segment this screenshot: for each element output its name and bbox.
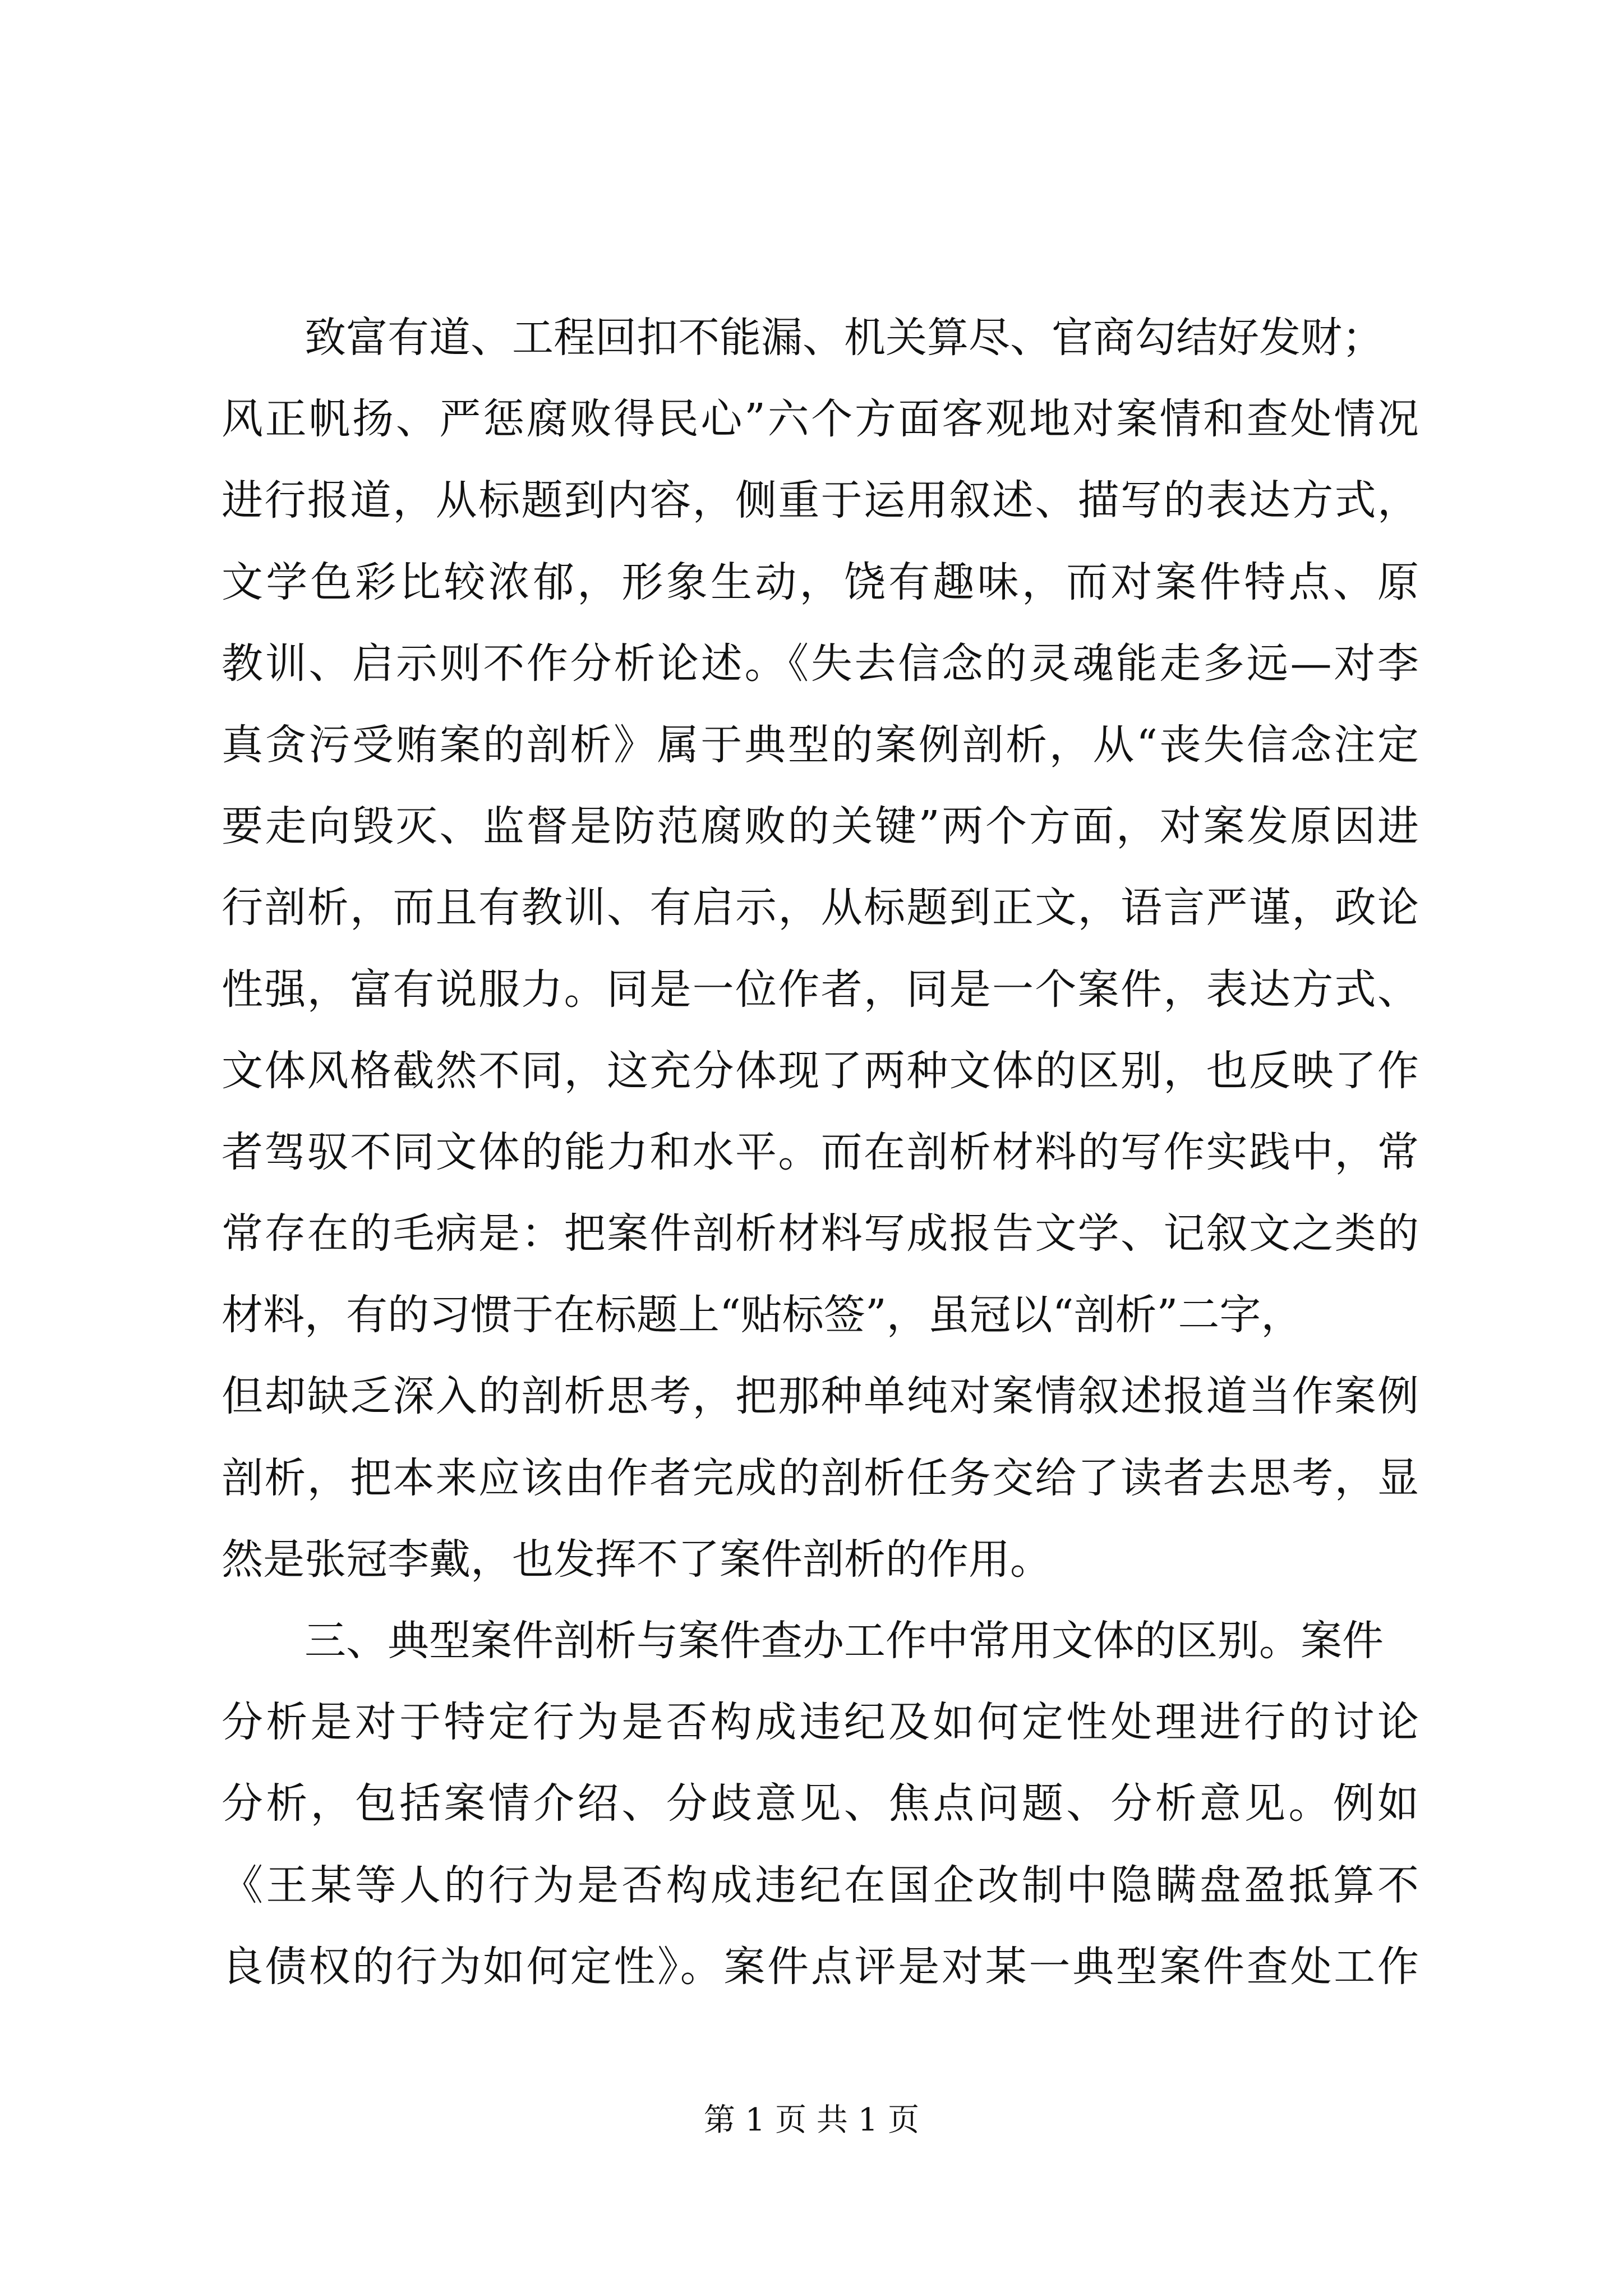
text-line: 良债权的行为如何定性》。案件点评是对某一典型案件查处工作 (222, 1942, 1419, 1991)
text-line: 三、典型案件剖析与案件查办工作中常用文体的区别。案件 (305, 1617, 1384, 1665)
text-line: 但却缺乏深入的剖析思考，把那种单纯对案情叙述报道当作案例 (222, 1372, 1419, 1421)
text-line: 《王某等人的行为是否构成违纪在国企改制中隐瞒盘盈抵算不 (222, 1861, 1419, 1910)
text-line: 真贪污受贿案的剖析》属于典型的案例剖析，从“丧失信念注定 (222, 720, 1419, 769)
text-line: 文学色彩比较浓郁，形象生动，饶有趣味，而对案件特点、原 (222, 558, 1419, 606)
text-line: 常存在的毛病是：把案件剖析材料写成报告文学、记叙文之类的 (222, 1209, 1419, 1258)
page-footer (0, 2101, 1623, 2140)
text-line: 进行报道，从标题到内容，侧重于运用叙述、描写的表达方式， (222, 476, 1419, 525)
text-line: 分析是对于特定行为是否构成违纪及如何定性处理进行的讨论 (222, 1698, 1419, 1747)
page-number-label: 第 1 页 共 1 页 (703, 2102, 920, 2138)
text-line: 性强，富有说服力。同是一位作者，同是一个案件，表达方式、 (222, 965, 1419, 1014)
text-line: 材料，有的习惯于在标题上“贴标签”，虽冠以“剖析”二字， (222, 1291, 1303, 1340)
text-line: 文体风格截然不同，这充分体现了两种文体的区别，也反映了作 (222, 1046, 1419, 1095)
text-line: 剖析，把本来应该由作者完成的剖析任务交给了读者去思考，显 (222, 1453, 1419, 1502)
text-line: 要走向毁灭、监督是防范腐败的关键”两个方面，对案发原因进 (222, 802, 1419, 851)
text-line: 教训、启示则不作分析论述。《失去信念的灵魂能走多远—对李 (222, 639, 1419, 688)
text-line: 致富有道、工程回扣不能漏、机关算尽、官商勾结好发财； (305, 314, 1384, 362)
text-line: 分析，包括案情介绍、分歧意见、焦点问题、分析意见。例如 (222, 1779, 1419, 1828)
text-line: 风正帆扬、严惩腐败得民心”六个方面客观地对案情和查处情况 (222, 395, 1419, 444)
text-line: 行剖析，而且有教训、有启示，从标题到正文，语言严谨，政论 (222, 884, 1419, 932)
text-line: 者驾驭不同文体的能力和水平。而在剖析材料的写作实践中，常 (222, 1128, 1419, 1176)
text-line: 然是张冠李戴，也发挥不了案件剖析的作用。 (222, 1535, 1052, 1584)
body-text (222, 297, 1419, 2008)
